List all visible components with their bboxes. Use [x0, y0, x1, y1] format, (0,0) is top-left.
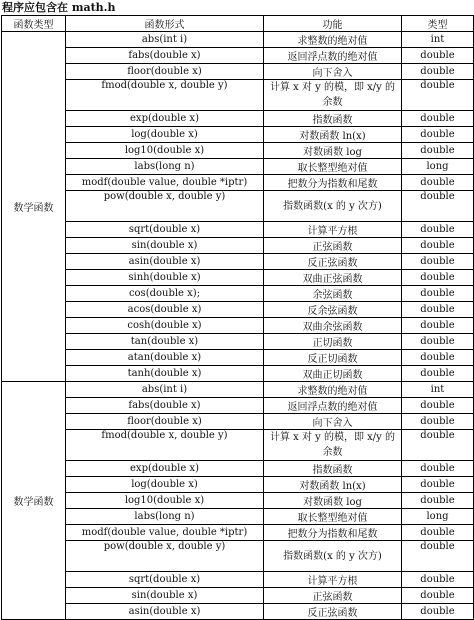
- function-form-cell: floor(double x): [66, 414, 264, 430]
- function-form-cell: cos(double x);: [66, 286, 264, 302]
- function-description-cell: 余弦函数: [264, 286, 402, 302]
- function-form-cell: tan(double x): [66, 334, 264, 350]
- function-description-cell: 把数分为指数和尾数: [264, 525, 402, 541]
- function-form-cell: abs(int i): [66, 32, 264, 48]
- function-form-cell: sqrt(double x): [66, 222, 264, 238]
- return-type-cell: double: [402, 461, 474, 477]
- function-description-cell: 返回浮点数的绝对值: [264, 398, 402, 414]
- function-group-label: 数学函数: [2, 382, 66, 620]
- return-type-cell: double: [402, 222, 474, 238]
- function-description-cell: 计算平方根: [264, 572, 402, 588]
- function-form-cell: log10(double x): [66, 493, 264, 509]
- header-function-form: 函数形式: [66, 16, 264, 32]
- function-description-cell: 正切函数: [264, 334, 402, 350]
- function-description-cell: 对数函数 ln(x): [264, 127, 402, 143]
- table-row: [2, 414, 474, 430]
- function-description-cell: 指数函数: [264, 461, 402, 477]
- table-row: [2, 477, 474, 493]
- return-type-cell: long: [402, 159, 474, 175]
- return-type-cell: double: [402, 302, 474, 318]
- table-row: [2, 430, 474, 461]
- function-group-label: 数学函数: [2, 32, 66, 382]
- function-description-cell: 指数函数(x 的 y 次方): [264, 191, 402, 222]
- function-description-cell: 求整数的绝对值: [264, 382, 402, 398]
- table-body: [2, 32, 474, 620]
- table-row: [2, 541, 474, 572]
- function-description-cell: 反余弦函数: [264, 302, 402, 318]
- function-description-cell: 对数函数 ln(x): [264, 477, 402, 493]
- return-type-cell: double: [402, 175, 474, 191]
- table-row: [2, 366, 474, 382]
- function-description-cell: 双曲正切函数: [264, 366, 402, 382]
- table-row: [2, 493, 474, 509]
- function-form-cell: pow(double x, double y): [66, 191, 264, 222]
- return-type-cell: double: [402, 191, 474, 222]
- table-row: [2, 175, 474, 191]
- function-form-cell: sinh(double x): [66, 270, 264, 286]
- return-type-cell: double: [402, 525, 474, 541]
- function-form-cell: floor(double x): [66, 64, 264, 80]
- function-description-cell: 向下舍入: [264, 414, 402, 430]
- table-row: [2, 604, 474, 620]
- function-description-cell: 双曲正弦函数: [264, 270, 402, 286]
- return-type-cell: double: [402, 318, 474, 334]
- return-type-cell: double: [402, 541, 474, 572]
- math-functions-table: [1, 15, 474, 620]
- table-row: [2, 302, 474, 318]
- function-form-cell: fmod(double x, double y): [66, 80, 264, 111]
- function-form-cell: modf(double value, double *iptr): [66, 175, 264, 191]
- function-description-cell: 把数分为指数和尾数: [264, 175, 402, 191]
- table-row: [2, 509, 474, 525]
- function-description-cell: 双曲余弦函数: [264, 318, 402, 334]
- return-type-cell: double: [402, 143, 474, 159]
- table-row: [2, 80, 474, 111]
- return-type-cell: double: [402, 286, 474, 302]
- function-description-cell: 反正弦函数: [264, 604, 402, 620]
- function-form-cell: atan(double x): [66, 350, 264, 366]
- function-form-cell: log10(double x): [66, 143, 264, 159]
- page-title: 程序应包含在 math.h: [2, 1, 116, 14]
- function-description-cell: 计算平方根: [264, 222, 402, 238]
- table-row: [2, 32, 474, 48]
- function-form-cell: asin(double x): [66, 254, 264, 270]
- function-form-cell: exp(double x): [66, 461, 264, 477]
- function-form-cell: labs(long n): [66, 509, 264, 525]
- function-description-cell: 取长整型绝对值: [264, 159, 402, 175]
- table-row: [2, 111, 474, 127]
- function-form-cell: abs(int i): [66, 382, 264, 398]
- return-type-cell: double: [402, 398, 474, 414]
- function-description-cell: 计算 x 对 y 的模，即 x/y 的余数: [264, 430, 402, 461]
- table-row: [2, 270, 474, 286]
- function-description-cell: 对数函数 log: [264, 493, 402, 509]
- function-description-cell: 指数函数: [264, 111, 402, 127]
- return-type-cell: double: [402, 254, 474, 270]
- function-form-cell: log(double x): [66, 127, 264, 143]
- table-row: [2, 222, 474, 238]
- table-row: [2, 64, 474, 80]
- function-form-cell: fabs(double x): [66, 398, 264, 414]
- return-type-cell: double: [402, 477, 474, 493]
- return-type-cell: double: [402, 334, 474, 350]
- table-row: [2, 238, 474, 254]
- table-row: [2, 588, 474, 604]
- return-type-cell: double: [402, 127, 474, 143]
- function-form-cell: acos(double x): [66, 302, 264, 318]
- function-form-cell: asin(double x): [66, 604, 264, 620]
- return-type-cell: double: [402, 588, 474, 604]
- function-description-cell: 正弦函数: [264, 238, 402, 254]
- return-type-cell: double: [402, 48, 474, 64]
- table-row: [2, 286, 474, 302]
- function-description-cell: 计算 x 对 y 的模，即 x/y 的余数: [264, 80, 402, 111]
- return-type-cell: double: [402, 604, 474, 620]
- function-form-cell: tanh(double x): [66, 366, 264, 382]
- table-row: [2, 159, 474, 175]
- table-row: [2, 525, 474, 541]
- function-form-cell: sin(double x): [66, 238, 264, 254]
- table-header-row: [2, 16, 474, 32]
- function-description-cell: 反正切函数: [264, 350, 402, 366]
- table-row: [2, 461, 474, 477]
- return-type-cell: double: [402, 414, 474, 430]
- table-row: [2, 143, 474, 159]
- function-description-cell: 求整数的绝对值: [264, 32, 402, 48]
- return-type-cell: double: [402, 64, 474, 80]
- return-type-cell: double: [402, 80, 474, 111]
- table-row: [2, 334, 474, 350]
- function-form-cell: sin(double x): [66, 588, 264, 604]
- table-row: [2, 382, 474, 398]
- function-form-cell: exp(double x): [66, 111, 264, 127]
- return-type-cell: long: [402, 509, 474, 525]
- function-form-cell: cosh(double x): [66, 318, 264, 334]
- function-form-cell: modf(double value, double *iptr): [66, 525, 264, 541]
- return-type-cell: double: [402, 430, 474, 461]
- function-description-cell: 对数函数 log: [264, 143, 402, 159]
- table-row: [2, 48, 474, 64]
- return-type-cell: int: [402, 382, 474, 398]
- table-row: [2, 254, 474, 270]
- table-row: [2, 398, 474, 414]
- function-form-cell: labs(long n): [66, 159, 264, 175]
- function-form-cell: pow(double x, double y): [66, 541, 264, 572]
- function-description-cell: 取长整型绝对值: [264, 509, 402, 525]
- function-description-cell: 指数函数(x 的 y 次方): [264, 541, 402, 572]
- function-form-cell: log(double x): [66, 477, 264, 493]
- table-row: [2, 572, 474, 588]
- return-type-cell: double: [402, 270, 474, 286]
- return-type-cell: double: [402, 572, 474, 588]
- return-type-cell: double: [402, 366, 474, 382]
- function-description-cell: 反正弦函数: [264, 254, 402, 270]
- return-type-cell: double: [402, 238, 474, 254]
- function-form-cell: sqrt(double x): [66, 572, 264, 588]
- return-type-cell: int: [402, 32, 474, 48]
- function-description-cell: 向下舍入: [264, 64, 402, 80]
- header-return-type: 类型: [402, 16, 474, 32]
- table-row: [2, 191, 474, 222]
- function-form-cell: fabs(double x): [66, 48, 264, 64]
- table-row: [2, 127, 474, 143]
- table-row: [2, 318, 474, 334]
- return-type-cell: double: [402, 493, 474, 509]
- header-function-description: 功能: [264, 16, 402, 32]
- function-form-cell: fmod(double x, double y): [66, 430, 264, 461]
- header-function-type: 函数类型: [2, 16, 66, 32]
- table-row: [2, 350, 474, 366]
- return-type-cell: double: [402, 111, 474, 127]
- function-description-cell: 正弦函数: [264, 588, 402, 604]
- return-type-cell: double: [402, 350, 474, 366]
- function-description-cell: 返回浮点数的绝对值: [264, 48, 402, 64]
